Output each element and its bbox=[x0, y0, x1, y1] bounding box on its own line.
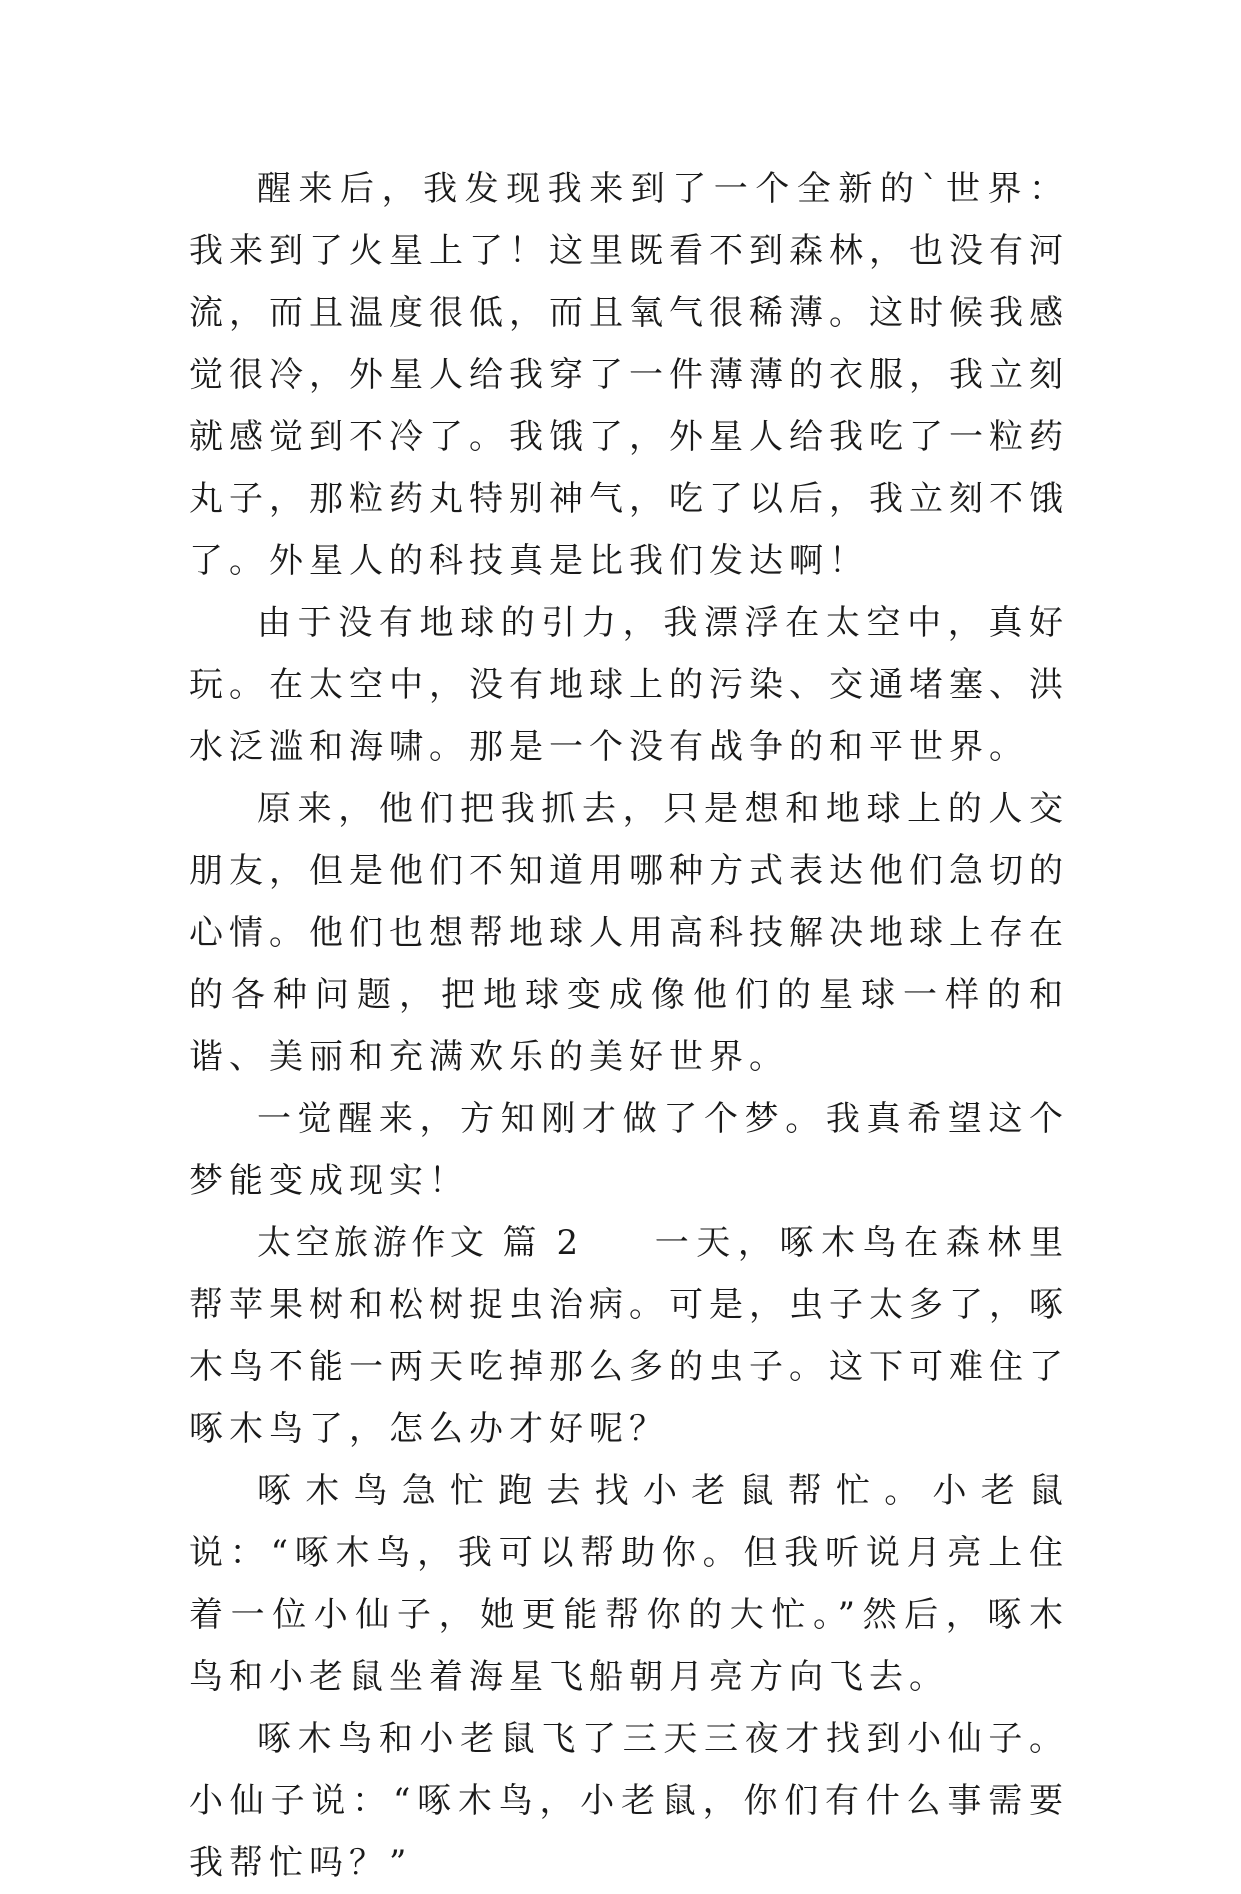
section-first-text: 一天，啄木鸟在森林里帮苹果树和松树捉虫治病。可是，虫子太多了，啄木鸟不能一两天吃掉那么多的虫子。这下可难住了啄木鸟了，怎么办才好呢？ bbox=[189, 1223, 1069, 1449]
paragraph: 啄木鸟急忙跑去找小老鼠帮忙。小老鼠说：“啄木鸟，我可以帮助你。但我听说月亮上住着一位小仙子，她更能帮你的大忙。”然后，啄木鸟和小老鼠坐着海星飞船朝月亮方向飞去。 bbox=[189, 1471, 1069, 1697]
document-body bbox=[189, 158, 1069, 1894]
paragraph: 由于没有地球的引力，我漂浮在太空中，真好玩。在太空中，没有地球上的污染、交通堵塞、洪水泛滥和海啸。那是一个没有战争的和平世界。 bbox=[189, 603, 1069, 767]
section-paragraph bbox=[189, 1212, 1069, 1460]
section-number: 篇 2 bbox=[502, 1223, 582, 1263]
paragraph: 原来，他们把我抓去，只是想和地球上的人交朋友，但是他们不知道用哪种方式表达他们急切的心情。他们也想帮地球人用高科技解决地球上存在的各种问题，把地球变成像他们的星球一样的和谐、美丽和充满欢乐的美好世界。 bbox=[189, 789, 1069, 1077]
paragraph: 啄木鸟和小老鼠飞了三天三夜才找到小仙子。小仙子说：“啄木鸟，小老鼠，你们有什么事需要我帮忙吗？” bbox=[189, 1719, 1069, 1883]
paragraph: 一觉醒来，方知刚才做了个梦。我真希望这个梦能变成现实！ bbox=[189, 1099, 1069, 1201]
section-title: 太空旅游作文 bbox=[257, 1223, 489, 1263]
paragraph: 醒来后，我发现我来到了一个全新的`世界：我来到了火星上了！这里既看不到森林，也没有河流，而且温度很低，而且氧气很稀薄。这时候我感觉很冷，外星人给我穿了一件薄薄的衣服，我立刻就感觉到不冷了。我饿了，外星人给我吃了一粒药丸子，那粒药丸特别神气，吃了以后，我立刻不饿了。外星人的科技真是比我们发达啊！ bbox=[189, 169, 1069, 581]
